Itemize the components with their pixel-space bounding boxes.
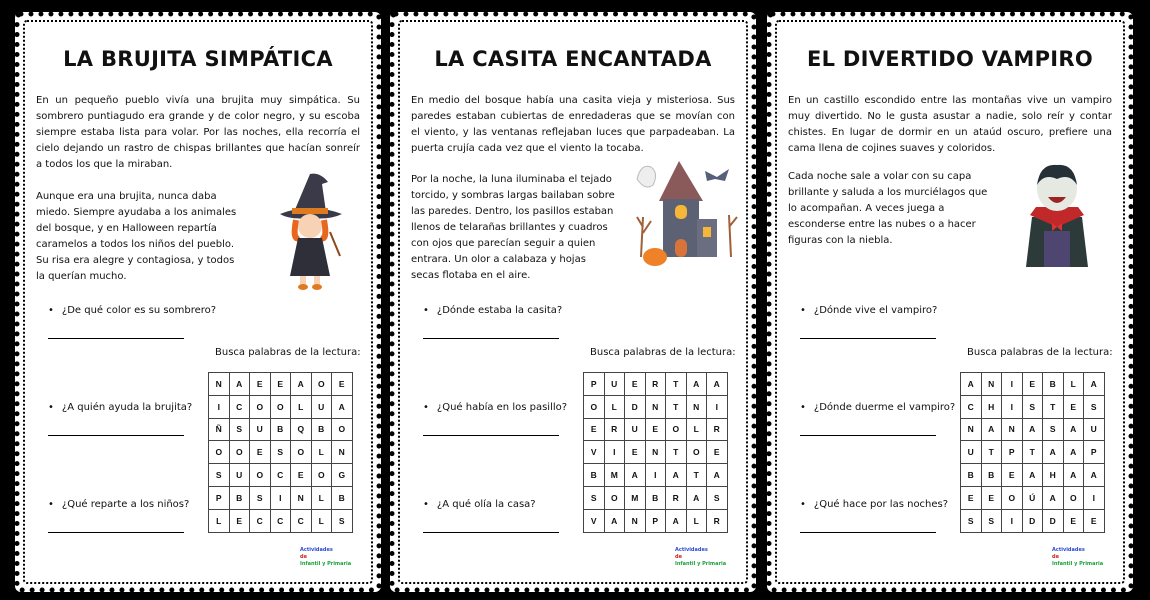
- grid-cell[interactable]: U: [229, 464, 250, 487]
- reading-paragraph-1: En medio del bosque había una casita vieja y misteriosa. Sus paredes estaban cubiertas de enredaderas que se movían con el viento, y las ventanas reflejaban luces que parpadeaban. La puerta crujía cada vez que el viento la tocaba.: [411, 95, 735, 154]
- question: • ¿De qué color es su sombrero?: [48, 305, 216, 316]
- grid-cell[interactable]: B: [311, 418, 332, 441]
- grid-row: [209, 486, 353, 509]
- publisher-logo: Actividades de Infantil y Primaria: [300, 547, 352, 567]
- grid-cell[interactable]: E: [270, 373, 291, 396]
- grid-cell[interactable]: I: [209, 395, 230, 418]
- grid-cell[interactable]: A: [1084, 464, 1105, 487]
- grid-cell[interactable]: M: [604, 464, 625, 487]
- reading-paragraph-1: En un pequeño pueblo vivía una brujita muy simpática. Su sombrero puntiagudo era grande y de color negro, y su escoba siempre estaba lista para volar. Por las noches, ella recorría el cielo dejando un rastro de chispas brillantes que hacían sonreír a todos los que la miraban.: [36, 95, 360, 170]
- grid-cell[interactable]: C: [270, 509, 291, 532]
- question: • ¿A qué olía la casa?: [423, 499, 536, 510]
- grid-cell[interactable]: B: [332, 486, 353, 509]
- witch-illustration: [270, 172, 350, 296]
- grid-cell[interactable]: L: [311, 441, 332, 464]
- grid-cell[interactable]: A: [686, 486, 707, 509]
- grid-cell[interactable]: R: [707, 418, 728, 441]
- grid-cell[interactable]: S: [584, 486, 605, 509]
- answer-line[interactable]: [48, 532, 184, 533]
- answer-line[interactable]: [800, 338, 936, 339]
- grid-cell[interactable]: A: [666, 509, 687, 532]
- grid-cell[interactable]: N: [291, 486, 312, 509]
- grid-cell[interactable]: E: [981, 486, 1002, 509]
- grid-cell[interactable]: Ú: [1022, 486, 1043, 509]
- grid-cell[interactable]: R: [604, 418, 625, 441]
- grid-cell[interactable]: E: [645, 418, 666, 441]
- grid-cell[interactable]: P: [584, 373, 605, 396]
- grid-cell[interactable]: O: [332, 418, 353, 441]
- grid-cell[interactable]: A: [961, 373, 982, 396]
- grid-cell[interactable]: A: [1063, 464, 1084, 487]
- grid-cell[interactable]: A: [707, 373, 728, 396]
- grid-row: [584, 509, 728, 532]
- grid-cell[interactable]: U: [961, 441, 982, 464]
- haunted-house-illustration: [635, 157, 745, 271]
- grid-cell[interactable]: N: [209, 373, 230, 396]
- grid-cell[interactable]: C: [291, 509, 312, 532]
- grid-cell[interactable]: L: [291, 395, 312, 418]
- grid-cell[interactable]: N: [625, 509, 646, 532]
- grid-cell[interactable]: S: [332, 509, 353, 532]
- grid-cell[interactable]: I: [270, 486, 291, 509]
- grid-cell[interactable]: E: [1063, 509, 1084, 532]
- grid-cell[interactable]: C: [961, 395, 982, 418]
- grid-cell[interactable]: E: [332, 373, 353, 396]
- grid-cell[interactable]: S: [981, 509, 1002, 532]
- grid-cell[interactable]: R: [645, 373, 666, 396]
- grid-cell[interactable]: C: [229, 395, 250, 418]
- grid-cell[interactable]: N: [686, 395, 707, 418]
- grid-cell[interactable]: A: [332, 395, 353, 418]
- grid-cell[interactable]: B: [961, 464, 982, 487]
- grid-row: [209, 395, 353, 418]
- grid-cell[interactable]: O: [250, 464, 271, 487]
- grid-row: [584, 418, 728, 441]
- grid-row: [961, 486, 1105, 509]
- question: • ¿Qué hace por las noches?: [800, 499, 948, 510]
- grid-cell[interactable]: E: [584, 418, 605, 441]
- grid-cell[interactable]: C: [250, 509, 271, 532]
- grid-cell[interactable]: V: [584, 441, 605, 464]
- grid-cell[interactable]: A: [981, 418, 1002, 441]
- grid-cell[interactable]: O: [311, 373, 332, 396]
- grid-cell[interactable]: O: [604, 486, 625, 509]
- grid-cell[interactable]: R: [707, 509, 728, 532]
- grid-cell[interactable]: A: [1063, 418, 1084, 441]
- grid-cell[interactable]: A: [625, 464, 646, 487]
- grid-cell[interactable]: E: [707, 441, 728, 464]
- grid-cell[interactable]: E: [250, 373, 271, 396]
- grid-cell[interactable]: E: [625, 373, 646, 396]
- grid-cell[interactable]: I: [604, 441, 625, 464]
- grid-cell[interactable]: S: [961, 509, 982, 532]
- grid-cell[interactable]: L: [686, 509, 707, 532]
- reading-paragraph-2: Aunque era una brujita, nunca daba miedo. Siempre ayudaba a los animales del bosque, y en Halloween repartía caramelos a todos los niños del pueblo. Su risa era alegre y contagiosa, y todos la querían mucho.: [36, 191, 237, 282]
- grid-cell[interactable]: U: [250, 418, 271, 441]
- grid-cell[interactable]: I: [1084, 486, 1105, 509]
- grid-cell[interactable]: G: [332, 464, 353, 487]
- grid-cell[interactable]: O: [311, 464, 332, 487]
- answer-line[interactable]: [423, 338, 559, 339]
- question: • ¿A quién ayuda la brujita?: [48, 402, 192, 413]
- grid-cell[interactable]: E: [1063, 395, 1084, 418]
- grid-row: [584, 486, 728, 509]
- grid-cell[interactable]: A: [1043, 441, 1064, 464]
- grid-cell[interactable]: S: [229, 418, 250, 441]
- grid-cell[interactable]: O: [209, 441, 230, 464]
- grid-cell[interactable]: U: [311, 395, 332, 418]
- publisher-logo: Actividades de Infantil y Primaria: [1052, 547, 1104, 567]
- reading-paragraph-2: Por la noche, la luna iluminaba el tejado torcido, y sombras largas bailaban sobre las paredes. Dentro, los pasillos estaban llenos de telarañas brillantes y cuadros con ojos que parecían seguir a quien entrara. Un olor a calabaza y hojas secas flotaba en el aire.: [411, 174, 615, 281]
- worksheet-title: LA CASITA ENCANTADA: [434, 47, 712, 71]
- reading-paragraph-2: Cada noche sale a volar con su capa brillante y saluda a los murciélagos que lo acompañan. A veces juega a esconderse entre las nubes o a hacer figuras con la niebla.: [788, 171, 988, 246]
- grid-cell[interactable]: A: [1022, 464, 1043, 487]
- grid-cell[interactable]: U: [625, 418, 646, 441]
- grid-cell[interactable]: U: [1084, 418, 1105, 441]
- question: • ¿Dónde vive el vampiro?: [800, 305, 937, 316]
- grid-cell[interactable]: E: [1002, 464, 1023, 487]
- grid-cell[interactable]: R: [666, 486, 687, 509]
- grid-cell[interactable]: O: [666, 418, 687, 441]
- grid-cell[interactable]: E: [625, 441, 646, 464]
- grid-row: [584, 373, 728, 396]
- grid-cell[interactable]: A: [666, 464, 687, 487]
- grid-row: [961, 464, 1105, 487]
- grid-cell[interactable]: O: [1063, 486, 1084, 509]
- word-search-grid: [208, 372, 353, 533]
- grid-cell[interactable]: I: [1002, 373, 1023, 396]
- grid-row: [961, 441, 1105, 464]
- word-search-label: Busca palabras de la lectura:: [590, 347, 736, 358]
- grid-cell[interactable]: O: [1002, 486, 1023, 509]
- question: • ¿Qué había en los pasillo?: [423, 402, 567, 413]
- answer-line[interactable]: [48, 435, 184, 436]
- grid-cell[interactable]: I: [645, 464, 666, 487]
- word-search-label: Busca palabras de la lectura:: [215, 347, 361, 358]
- grid-row: [209, 464, 353, 487]
- grid-cell[interactable]: M: [625, 486, 646, 509]
- grid-cell[interactable]: B: [981, 464, 1002, 487]
- grid-cell[interactable]: N: [645, 395, 666, 418]
- grid-cell[interactable]: C: [270, 464, 291, 487]
- grid-row: [209, 441, 353, 464]
- grid-cell[interactable]: E: [250, 441, 271, 464]
- grid-cell[interactable]: D: [1043, 509, 1064, 532]
- grid-cell[interactable]: O: [291, 441, 312, 464]
- grid-cell[interactable]: L: [686, 418, 707, 441]
- grid-cell[interactable]: B: [584, 464, 605, 487]
- grid-cell[interactable]: A: [1084, 373, 1105, 396]
- answer-line[interactable]: [423, 435, 559, 436]
- grid-cell[interactable]: B: [645, 486, 666, 509]
- grid-cell[interactable]: T: [981, 441, 1002, 464]
- grid-cell[interactable]: A: [707, 464, 728, 487]
- worksheet-title: LA BRUJITA SIMPÁTICA: [63, 47, 333, 71]
- reading-paragraph-1: En un castillo escondido entre las montañas vive un vampiro muy divertido. No le gusta asustar a nadie, solo reír y contar chistes. En lugar de dormir en un ataúd oscuro, prefiere una cama llena de cojines suaves y coloridos.: [788, 95, 1112, 154]
- grid-cell[interactable]: U: [604, 373, 625, 396]
- grid-cell[interactable]: A: [686, 373, 707, 396]
- grid-cell[interactable]: E: [291, 464, 312, 487]
- grid-cell[interactable]: T: [666, 373, 687, 396]
- grid-cell[interactable]: E: [1022, 373, 1043, 396]
- grid-cell[interactable]: N: [332, 441, 353, 464]
- grid-cell[interactable]: L: [1063, 373, 1084, 396]
- worksheet-vampire: [767, 12, 1133, 592]
- grid-cell[interactable]: N: [1002, 418, 1023, 441]
- grid-cell[interactable]: O: [686, 441, 707, 464]
- grid-cell[interactable]: P: [209, 486, 230, 509]
- grid-cell[interactable]: L: [311, 486, 332, 509]
- vampire-illustration: [1022, 155, 1092, 279]
- question: • ¿Dónde estaba la casita?: [423, 305, 562, 316]
- grid-cell[interactable]: S: [270, 441, 291, 464]
- grid-cell[interactable]: A: [1043, 486, 1064, 509]
- grid-cell[interactable]: D: [1022, 509, 1043, 532]
- grid-cell[interactable]: A: [1022, 418, 1043, 441]
- grid-cell[interactable]: E: [1084, 509, 1105, 532]
- word-search-grid: [960, 372, 1105, 533]
- grid-cell[interactable]: N: [961, 418, 982, 441]
- grid-row: [209, 509, 353, 532]
- grid-cell[interactable]: P: [1002, 441, 1023, 464]
- grid-cell[interactable]: L: [209, 509, 230, 532]
- grid-cell[interactable]: T: [1043, 395, 1064, 418]
- grid-cell[interactable]: O: [270, 395, 291, 418]
- grid-cell[interactable]: D: [625, 395, 646, 418]
- grid-cell[interactable]: A: [604, 509, 625, 532]
- grid-cell[interactable]: T: [686, 464, 707, 487]
- grid-cell[interactable]: P: [1084, 441, 1105, 464]
- grid-row: [961, 418, 1105, 441]
- grid-row: [209, 373, 353, 396]
- grid-row: [961, 509, 1105, 532]
- grid-cell[interactable]: A: [291, 373, 312, 396]
- grid-cell[interactable]: I: [1002, 509, 1023, 532]
- grid-row: [584, 441, 728, 464]
- grid-cell[interactable]: O: [229, 441, 250, 464]
- grid-row: [209, 418, 353, 441]
- grid-cell[interactable]: N: [645, 441, 666, 464]
- grid-cell[interactable]: I: [707, 395, 728, 418]
- grid-cell[interactable]: Q: [291, 418, 312, 441]
- question: • ¿Dónde duerme el vampiro?: [800, 402, 955, 413]
- grid-cell[interactable]: S: [1084, 395, 1105, 418]
- grid-row: [961, 395, 1105, 418]
- grid-cell[interactable]: H: [1043, 464, 1064, 487]
- grid-row: [584, 464, 728, 487]
- grid-cell[interactable]: B: [229, 486, 250, 509]
- answer-line[interactable]: [800, 435, 936, 436]
- word-search-label: Busca palabras de la lectura:: [967, 347, 1113, 358]
- word-search-grid: [583, 372, 728, 533]
- grid-cell[interactable]: E: [961, 486, 982, 509]
- grid-cell[interactable]: O: [584, 395, 605, 418]
- worksheet-title: EL DIVERTIDO VAMPIRO: [806, 47, 1094, 71]
- grid-cell[interactable]: I: [1002, 395, 1023, 418]
- answer-line[interactable]: [423, 532, 559, 533]
- grid-cell[interactable]: P: [645, 509, 666, 532]
- grid-cell[interactable]: L: [604, 395, 625, 418]
- answer-line[interactable]: [800, 532, 936, 533]
- grid-cell[interactable]: T: [666, 441, 687, 464]
- grid-cell[interactable]: S: [1022, 395, 1043, 418]
- grid-cell[interactable]: S: [250, 486, 271, 509]
- grid-row: [584, 395, 728, 418]
- grid-cell[interactable]: E: [229, 509, 250, 532]
- grid-cell[interactable]: S: [707, 486, 728, 509]
- grid-cell[interactable]: T: [1022, 441, 1043, 464]
- grid-cell[interactable]: H: [981, 395, 1002, 418]
- grid-cell[interactable]: T: [666, 395, 687, 418]
- grid-cell[interactable]: V: [584, 509, 605, 532]
- grid-cell[interactable]: B: [270, 418, 291, 441]
- grid-cell[interactable]: S: [1043, 418, 1064, 441]
- grid-cell[interactable]: O: [250, 395, 271, 418]
- grid-cell[interactable]: N: [981, 373, 1002, 396]
- worksheet-haunted-house: [390, 12, 756, 592]
- grid-cell[interactable]: L: [311, 509, 332, 532]
- grid-row: [961, 373, 1105, 396]
- grid-cell[interactable]: S: [209, 464, 230, 487]
- question: • ¿Qué reparte a los niños?: [48, 499, 189, 510]
- grid-cell[interactable]: A: [229, 373, 250, 396]
- grid-cell[interactable]: A: [1063, 441, 1084, 464]
- answer-line[interactable]: [48, 338, 184, 339]
- grid-cell[interactable]: Ñ: [209, 418, 230, 441]
- publisher-logo: Actividades de Infantil y Primaria: [675, 547, 727, 567]
- worksheet-witch: [15, 12, 381, 592]
- grid-cell[interactable]: B: [1043, 373, 1064, 396]
